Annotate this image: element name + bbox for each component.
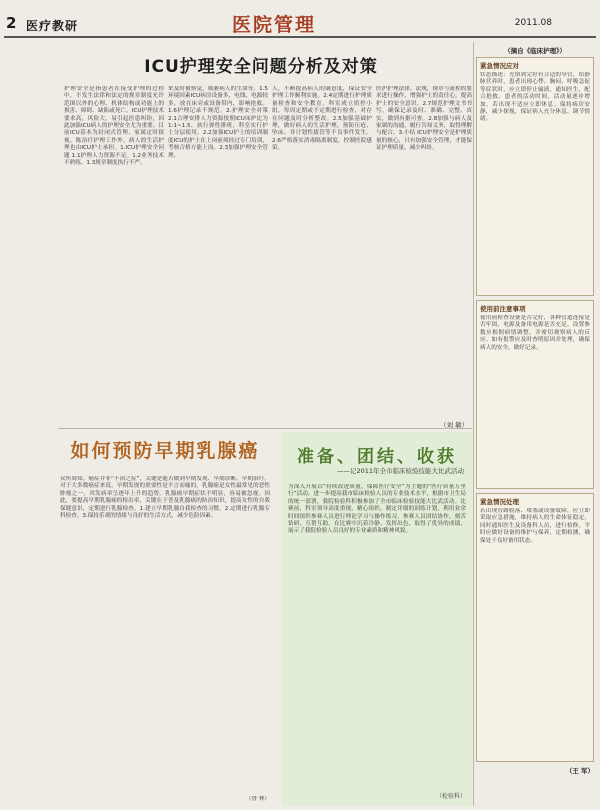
feature-body: 为深入开展以“持续改进质量，保障医疗安全”为主题的“医疗质量万里行”活动，进一步提高我市临床检验人员的专业技术水平，根据市卫生局的统一部署，我院检验科积极参加了全市临床检验技能大比武活动。比赛前，科室领导高度重视，精心组织，制定详细的训练计划，利用业余时间组织参赛人员进行理论学习与操作练习。参赛人员团结协作、刻苦钻研、互帮互助，在比赛中沉着冷静、发挥出色，取得了优异的成绩，展示了我院检验人员良好的专业素质和精神风貌。 xyxy=(288,484,466,535)
article-column-4: 医护护理法律、法规，规章与流程的要求进行操作，增强护士的责任心，提高护士的安全意识。2.7规范护理文书书写，确保记录及时、准确、完整、真实，做到有据可查。2.8加强与病人及家属的沟通，履行告知义务，取得理解与配合。3.小结 ICU护理安全是护理质量的核心，只有加强安全管理，才能保证护理质量，减少纠纷。 xyxy=(376,86,472,152)
sidebar-box-text: 使用前检查设备是否完好，各种管道连接是否牢固，电源及备用电源是否充足。设置参数应根据病情调整，并密切观察病人的反应。如有报警应及时查明原因并处理，确保病人的安全，做好记录。 xyxy=(480,315,590,351)
article-column-1: 护理安全是指患者在接受护理的过程中，不发生法律和法定的规章制度允许范围以外的心理、机体结构或功能上的损害、障碍、缺陷或死亡。ICU护理技术要求高，风险大，易引起医患纠纷，因此加强ICU病人的护理安全尤为重要。目前ICU基本为封闭式管理，家属定时探视，陈治疗护理工作外，病人的生活护理也由ICU护士承担。1.ICU护理安全问题 1.1护理人力资源不足。1.2业务技术不熟练。1.3规章制度执行不严。 xyxy=(64,86,164,167)
sidebar-box-2 xyxy=(476,300,594,489)
feature-subtitle: ——记2011年全市临床检验技能大比武活动 xyxy=(336,467,464,475)
sidebar-box-1 xyxy=(476,57,594,296)
health-edu-title: 如何预防早期乳腺癌 xyxy=(70,440,260,462)
sidebar-box-text: 状态描述：充填到完好有合适的导管，给静脉营养时，患者出现心悸、胸闷、呼吸急促等症状时，应立即停止输液，通知医生，配合抢救。患者的活动时间，活动量逐步增加，若出现不适应立即休息。保持病房安静，减少探视，保证病人充分休息，调节情绪。 xyxy=(480,72,590,123)
lower-section-rule xyxy=(58,428,472,429)
article-column-3: 人，不断提高病人的满意度，保证安全护理工作顺利实施。2.4定期进行护理质量检查和安全教育，科室成立质控小组，每周定期或不定期进行检查，对存在问题及时分析整改。2.5加强基础护理，做好病人的生活护理，预防压疮、坠床、非计划性拔管等不良事件发生。2.6严格落实消毒隔离制度，控制医院感染。 xyxy=(272,86,372,152)
masthead: 医院管理 xyxy=(232,14,317,36)
health-edu-footer: （鲁 林） xyxy=(245,796,270,802)
article-title: ICU护理安全问题分析及对策 xyxy=(144,57,378,77)
section-name: 医疗教研 xyxy=(26,19,79,33)
sidebar-box-title: 使用前注意事项 xyxy=(480,305,526,313)
sidebar-author: （王 军） xyxy=(565,767,594,775)
page-header xyxy=(4,4,596,36)
health-edu-section xyxy=(60,436,270,806)
health-edu-body: 众所周知，癌症并非“不治之症”，关键是能否做到早期发现、早期诊断、早期治疗。对于大多数癌症来说，早期发现的重要性是不言而喻的。乳腺癌是女性最常见的恶性肿瘤之一，其发病率呈逐年上升的趋势。乳腺癌早期症状不明显，容易被忽视。因此，要提高早期乳腺癌的检出率，关键在于普及乳腺癌的防治知识，提高女性的自我保健意识，定期进行乳腺检查。1.建立早期乳腺自我检查的习惯。2.定期进行乳腺专科检查。3.保持乐观的情绪与良好的生活方式，减少危险因素。 xyxy=(60,476,270,520)
sidebar-box-title: 紧急情况应对 xyxy=(480,62,519,70)
sidebar-box-title: 紧急情况处理 xyxy=(480,498,519,506)
page-number: 2 xyxy=(6,14,17,32)
sidebar-box-text: 若出现管路脱落、堵塞或设备故障，应立即采取应急措施，维持病人的生命体征稳定，同时通知医生及设备科人员，进行检修。平时应做好设备的维护与保养，定期检测，确保处于良好备用状态。 xyxy=(480,508,590,544)
feature-author: （检验科） xyxy=(435,793,466,800)
sidebar-title: （摘自《临床护理》） xyxy=(504,47,566,55)
article-author: （刘 敏） xyxy=(440,421,469,429)
sidebar-divider xyxy=(473,42,474,806)
feature-section xyxy=(282,432,472,806)
sidebar xyxy=(476,44,594,804)
issue-date: 2011.08 xyxy=(514,18,552,28)
header-rule xyxy=(4,36,596,38)
sidebar-box-3 xyxy=(476,493,594,762)
feature-title: 准备、团结、收获 xyxy=(297,447,457,467)
article-column-2: 来及时被察觉，威胁病人的生命等。1.5环境因素ICU病房设备多，电线、电源较多，放在床旁或设备带内，影响抢救。1.6护理记录不规范。2.护理安全对策 2.1合理安排人力资源按照ICU床护比为1:1~1.5，执行弹性排班，科室实行护士分层使用。2.2加强ICU护士的培训制度ICU的护士在上岗前须经过专门培训，考核合格方能上岗。2.3加强护理安全管理。 xyxy=(168,86,268,159)
